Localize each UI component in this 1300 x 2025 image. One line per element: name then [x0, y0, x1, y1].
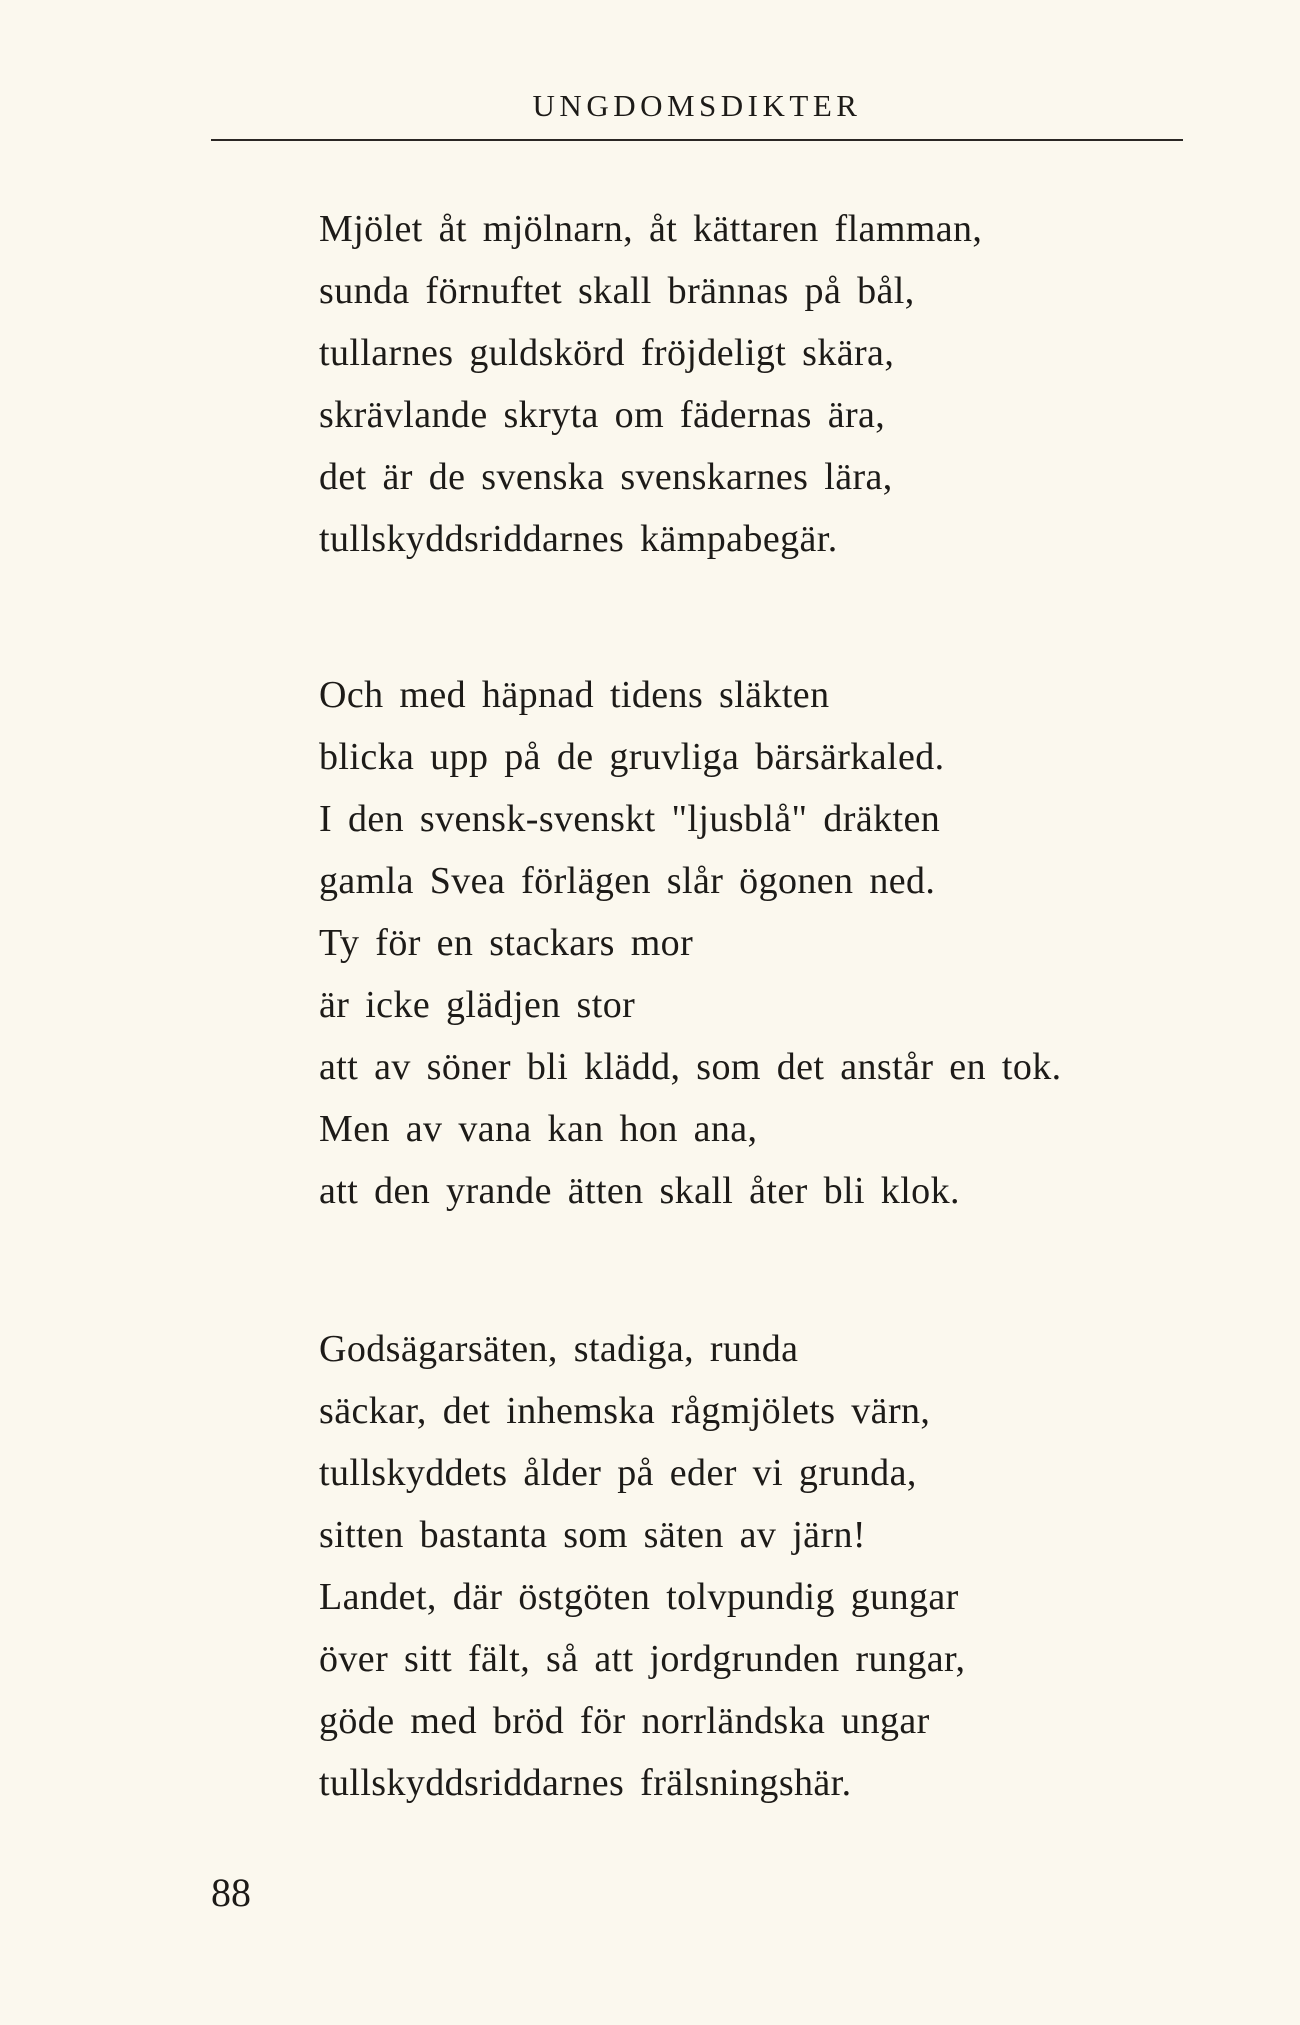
verse-line: att den yrande ätten skall åter bli klok. [319, 1170, 960, 1212]
verse-line: säckar, det inhemska rågmjölets värn, [319, 1390, 931, 1432]
verse-line: tullarnes guldskörd fröjdeligt skära, [319, 332, 895, 374]
verse-line: tullskyddets ålder på eder vi grunda, [319, 1452, 917, 1494]
stanza-1 [319, 198, 982, 570]
stanza-3 [319, 1318, 965, 1814]
verse-line: Men av vana kan hon ana, [319, 1108, 758, 1150]
verse-line: Mjölet åt mjölnarn, åt kättaren flamman, [319, 208, 983, 250]
verse-line: Godsägarsäten, stadiga, runda [319, 1328, 799, 1370]
verse-line: Landet, där östgöten tolvpundig gungar [319, 1576, 959, 1618]
verse-line: tullskyddsriddarnes kämpabegär. [319, 518, 838, 560]
page-number: 88 [211, 1870, 251, 1915]
stanza-2 [319, 664, 1062, 1222]
verse-line: det är de svenska svenskarnes lära, [319, 456, 893, 498]
header-rule [211, 139, 1183, 141]
running-header: UNGDOMSDIKTER [532, 88, 862, 123]
verse-line: tullskyddsriddarnes frälsningshär. [319, 1762, 852, 1804]
verse-line: Ty för en stackars mor [319, 922, 694, 964]
verse-line: göde med bröd för norrländska ungar [319, 1700, 930, 1742]
verse-line: sitten bastanta som säten av järn! [319, 1514, 866, 1556]
verse-line: blicka upp på de gruvliga bärsärkaled. [319, 736, 945, 778]
verse-line: Och med häpnad tidens släkten [319, 674, 830, 716]
verse-line: gamla Svea förlägen slår ögonen ned. [319, 860, 936, 902]
verse-line: är icke glädjen stor [319, 984, 636, 1026]
verse-line: sunda förnuftet skall brännas på bål, [319, 270, 915, 312]
verse-line: I den svensk-svenskt "ljusblå" dräkten [319, 798, 941, 840]
verse-line: skrävlande skryta om fädernas ära, [319, 394, 886, 436]
verse-line: att av söner bli klädd, som det anstår en tok. [319, 1046, 1062, 1088]
verse-line: över sitt fält, så att jordgrunden rungar, [319, 1638, 966, 1680]
